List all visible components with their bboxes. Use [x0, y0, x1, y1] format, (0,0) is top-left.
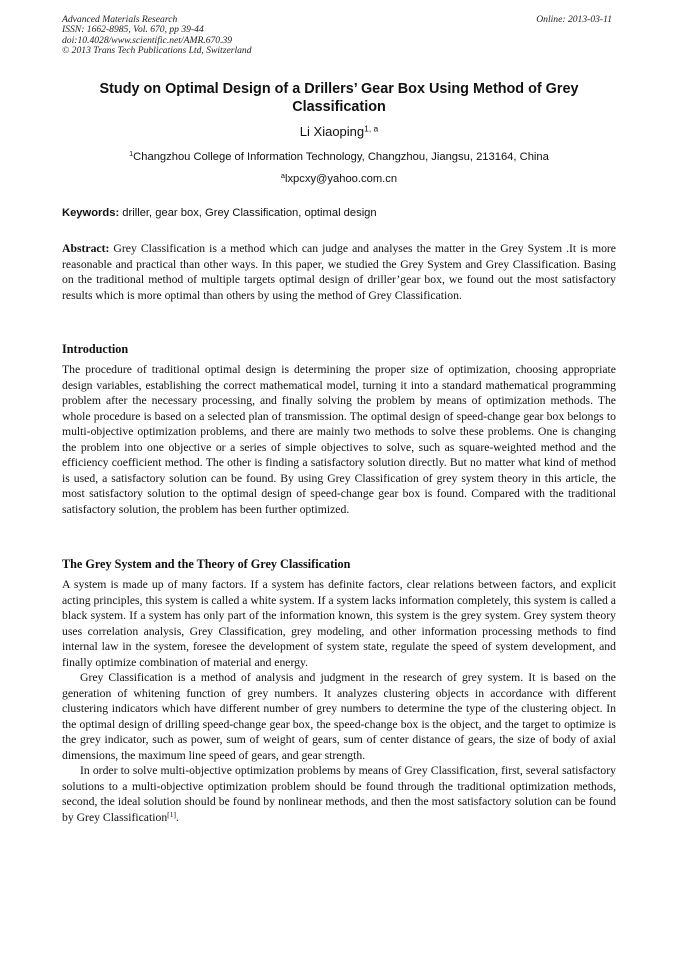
doi-line: doi:10.4028/www.scientific.net/AMR.670.39: [62, 34, 233, 46]
grey-paragraph-1: A system is made up of many factors. If a system has definite factors, clear relations between factors, and explicit acting principles, this system is called a white system. If a system lacks information completely, this system is called a black system. If a system has only part of the information known, this system is the grey system. Grey system theory uses correlation analysis, Grey Classification, grey modeling, and other information processing methods to find internal law in the system, foresee the development of system state, regulate the speed of system development, and finally optimize combination of material and energy.: [62, 578, 616, 669]
journal-name: Advanced Materials Research: [62, 14, 178, 25]
affiliation-sup: 1: [129, 149, 134, 158]
citation-ref[interactable]: [1]: [167, 809, 177, 819]
email-sup: a: [280, 171, 285, 180]
title-line-1: Study on Optimal Design of a Drillers’ Gear Box Using Method of Grey: [99, 81, 579, 97]
abstract-label: Abstract:: [62, 242, 110, 255]
keywords-label: Keywords:: [62, 207, 120, 219]
abstract-text: Grey Classification is a method which can judge and analyses the matter in the Grey System .It is more reasonable and practical than other ways. In this paper, we studied the Grey System and Grey Classification. Basing on the traditional method of multiple targets optimal design of driller’gear box, we found out the most satisfactory results which is more optimal than others by using the method of Grey Classification.: [62, 242, 616, 302]
grey-system-heading: The Grey System and the Theory of Grey Classification: [62, 557, 351, 571]
grey-paragraph-3: [62, 763, 616, 825]
issn-line: ISSN: 1662-8985, Vol. 670, pp 39-44: [62, 24, 204, 36]
online-date: Online: 2013-03-11: [536, 14, 612, 25]
author-sup: 1, a: [364, 123, 379, 134]
title-line-2: Classification: [292, 99, 386, 115]
affiliation-text: Changzhou College of Information Technology, Changzhou, Jiangsu, 213164, China: [133, 151, 549, 163]
author-email: [0, 172, 678, 186]
paper-title: [62, 80, 616, 116]
grey-system-section: [62, 577, 616, 825]
copyright-line: © 2013 Trans Tech Publications Ltd, Switzerland: [62, 45, 252, 57]
grey-paragraph-3-text: In order to solve multi-objective optimization problems by means of Grey Classification, first, several satisfactory solutions to a multi-objective optimization problem should be found through the traditional optimization methods, second, the ideal solution should be found by nonlinear methods, and then the most satisfactory solution can be found by Grey Classification: [62, 764, 616, 824]
author-name: Li Xiaoping: [299, 124, 365, 139]
introduction-heading: Introduction: [62, 342, 129, 356]
introduction-paragraph: The procedure of traditional optimal design is determining the proper size of optimization, choosing appropriate design variables, establishing the correct mathematical model, turning it into a standard mathematical programming problem after the necessary processing, and finally solving the problem by means of optimization methods. The whole procedure is based on a selected plan of transmission. The optimal design of speed-change gear box belongs to multi-objective optimization problems, and there are mainly two methods to solve these problems. One is changing the problem into one objective or a series of simple objectives to solve, such as square-weighted method and the efficiency coefficient method. The other is finding a satisfactory solution directly. But no matter what kind of method is used, a satisfactory solution can be found. By using Grey Classification of grey system theory in this article, the most satisfactory solution to the optimal design of speed-change gear box is found. Compared with the traditional satisfactory solution, the problem has been further optimized.: [62, 363, 616, 516]
journal-header: [62, 15, 612, 57]
abstract: [62, 241, 616, 303]
grey-paragraph-3-end: .: [176, 810, 179, 824]
email-text: lxpcxy@yahoo.com.cn: [284, 173, 398, 185]
author-line: [0, 124, 678, 140]
grey-paragraph-2: Grey Classification is a method of analysis and judgment in the research of grey system. It is based on the generation of whitening function of grey numbers. It analyzes clustering objects in accordance with different clustering indicators which have different number of grey numbers to determine the type of the clustering object. In the optimal design of drilling speed-change gear box, the speed-change box is the object, and the target to optimize is the grey indicator, such as power, sum of weight of gears, sum of center distance of gears, the size of body of axial dimensions, the maximum line speed of gears, and gear strength.: [62, 671, 616, 762]
keywords: [62, 206, 616, 220]
affiliation: [0, 150, 678, 164]
keywords-text: driller, gear box, Grey Classification, optimal design: [119, 207, 377, 219]
